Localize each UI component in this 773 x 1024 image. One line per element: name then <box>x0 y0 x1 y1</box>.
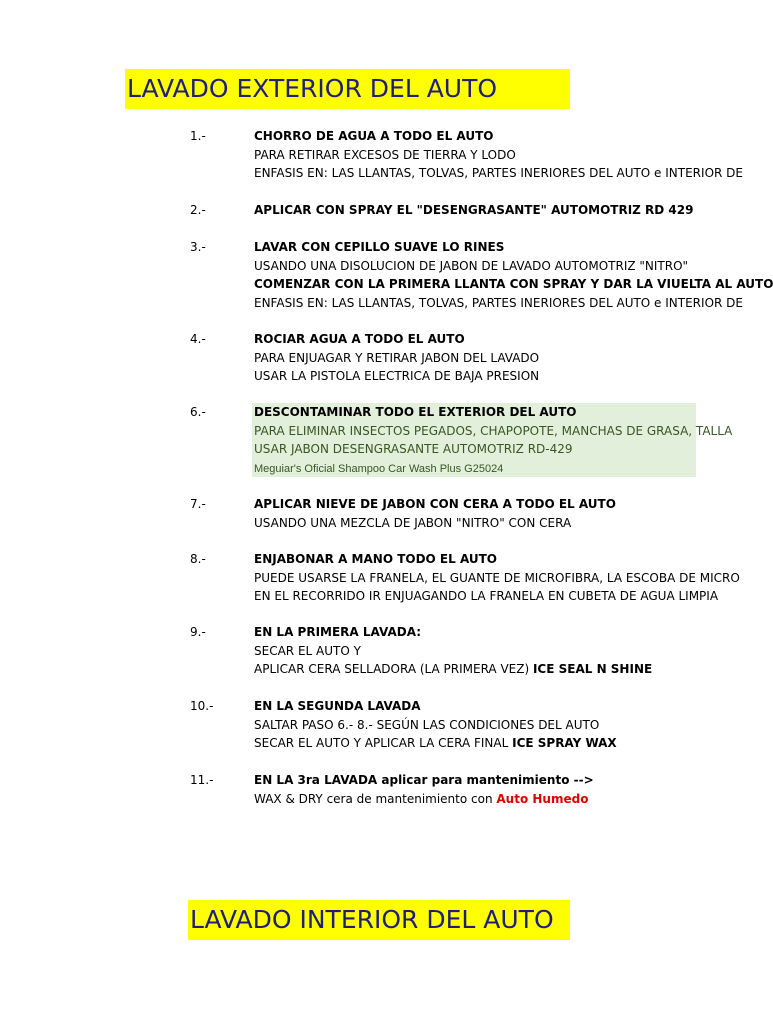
step-line <box>254 164 743 183</box>
step-line <box>252 422 733 441</box>
step-number: 3.- <box>190 240 206 254</box>
step-text: SALTAR PASO 6.- 8.- SEGÚN LAS CONDICIONES DEL AUTO <box>254 717 600 732</box>
step-text: CHORRO DE AGUA A TODO EL AUTO <box>254 129 494 143</box>
step-body <box>254 771 696 808</box>
step-number: 6.- <box>190 405 206 419</box>
step-text: EN LA 3ra LAVADA aplicar para mantenimiento --> <box>254 773 594 787</box>
step-line <box>254 238 696 257</box>
step-line <box>254 127 696 146</box>
step-text: ROCIAR AGUA A TODO EL AUTO <box>254 332 465 346</box>
step-number: 8.- <box>190 552 206 566</box>
step-line <box>254 623 696 642</box>
step-line <box>254 367 696 386</box>
step-number: 2.- <box>190 203 206 217</box>
step-line <box>254 550 696 569</box>
section-title-exterior: LAVADO EXTERIOR DEL AUTO <box>125 69 570 109</box>
step-text: PARA ELIMINAR INSECTOS PEGADOS, CHAPOPOTE, MANCHAS DE GRASA, TALLA <box>254 423 733 438</box>
step-body <box>254 403 733 477</box>
step-line <box>254 514 696 533</box>
step-line <box>254 771 696 790</box>
step-line <box>254 495 696 514</box>
step-number: 11.- <box>190 773 214 787</box>
step-line <box>254 275 773 294</box>
step-text: SECAR EL AUTO Y <box>254 643 361 658</box>
step-line <box>254 697 696 716</box>
step-body <box>254 201 696 220</box>
step-body <box>254 623 696 679</box>
step-number: 9.- <box>190 625 206 639</box>
step-text: Meguiar's Oficial Shampoo Car Wash Plus G25024 <box>254 462 504 475</box>
step-text: DESCONTAMINAR TODO EL EXTERIOR DEL AUTO <box>254 405 577 419</box>
step-text: USAR JABON DESENGRASANTE AUTOMOTRIZ RD-429 <box>254 442 573 456</box>
step-number: 1.- <box>190 129 206 143</box>
step-text: EN LA PRIMERA LAVADA: <box>254 625 422 639</box>
step-text: Auto Humedo <box>496 791 589 806</box>
step-line <box>254 146 696 165</box>
step-body <box>254 127 743 183</box>
step-text: EN LA SEGUNDA LAVADA <box>254 699 421 713</box>
step-number: 10.- <box>190 699 214 713</box>
step-line <box>254 201 696 220</box>
step-text: EN EL RECORRIDO IR ENJUAGANDO LA FRANELA EN CUBETA DE AGUA LIMPIA <box>254 589 719 603</box>
step-line <box>254 587 719 606</box>
step-text: PARA RETIRAR EXCESOS DE TIERRA Y LODO <box>254 147 516 162</box>
step-text: WAX & DRY cera de mantenimiento con <box>254 791 497 806</box>
step-text: ENJABONAR A MANO TODO EL AUTO <box>254 552 497 566</box>
step-line <box>254 569 740 588</box>
step-text: ENFASIS EN: LAS LLANTAS, TOLVAS, PARTES INERIORES DEL AUTO e INTERIOR DE <box>254 166 743 180</box>
step-body <box>254 495 696 532</box>
step-line <box>254 734 696 753</box>
step-line <box>252 403 696 422</box>
step-text: USAR LA PISTOLA ELECTRICA DE BAJA PRESION <box>254 369 540 383</box>
step-text: APLICAR NIEVE DE JABON CON CERA A TODO EL AUTO <box>254 497 616 511</box>
step-line <box>254 294 743 313</box>
step-text: ICE SPRAY WAX <box>512 736 617 750</box>
step-line <box>254 642 696 661</box>
step-line <box>254 257 696 276</box>
step-line <box>254 790 696 809</box>
step-text: PUEDE USARSE LA FRANELA, EL GUANTE DE MICROFIBRA, LA ESCOBA DE MICRO <box>254 570 740 585</box>
step-number: 7.- <box>190 497 206 511</box>
step-text: APLICAR CERA SELLADORA (LA PRIMERA VEZ) <box>254 662 533 676</box>
step-line <box>252 440 696 459</box>
step-line <box>254 660 696 679</box>
step-body <box>254 238 773 312</box>
step-line <box>254 716 696 735</box>
step-text: ENFASIS EN: LAS LLANTAS, TOLVAS, PARTES INERIORES DEL AUTO e INTERIOR DE <box>254 295 743 310</box>
step-text: USANDO UNA MEZCLA DE JABON "NITRO" CON CERA <box>254 515 572 530</box>
step-body <box>254 550 740 606</box>
step-text: APLICAR CON SPRAY EL "DESENGRASANTE" AUTOMOTRIZ RD 429 <box>254 203 694 217</box>
step-body <box>254 330 696 386</box>
step-line <box>254 330 696 349</box>
step-line <box>254 349 696 368</box>
step-text: ICE SEAL N SHINE <box>532 662 653 676</box>
step-number: 4.- <box>190 332 206 346</box>
step-body <box>254 697 696 753</box>
step-text: PARA ENJUAGAR Y RETIRAR JABON DEL LAVADO <box>254 350 540 365</box>
step-text: LAVAR CON CEPILLO SUAVE LO RINES <box>254 240 505 254</box>
section-title-interior: LAVADO INTERIOR DEL AUTO <box>188 900 570 940</box>
step-text: USANDO UNA DISOLUCION DE JABON DE LAVADO AUTOMOTRIZ "NITRO" <box>254 258 689 273</box>
step-text: COMENZAR CON LA PRIMERA LLANTA CON SPRAY Y DAR LA VIUELTA AL AUTO <box>254 277 773 291</box>
step-line <box>252 459 696 478</box>
step-text: SECAR EL AUTO Y APLICAR LA CERA FINAL <box>254 736 513 750</box>
